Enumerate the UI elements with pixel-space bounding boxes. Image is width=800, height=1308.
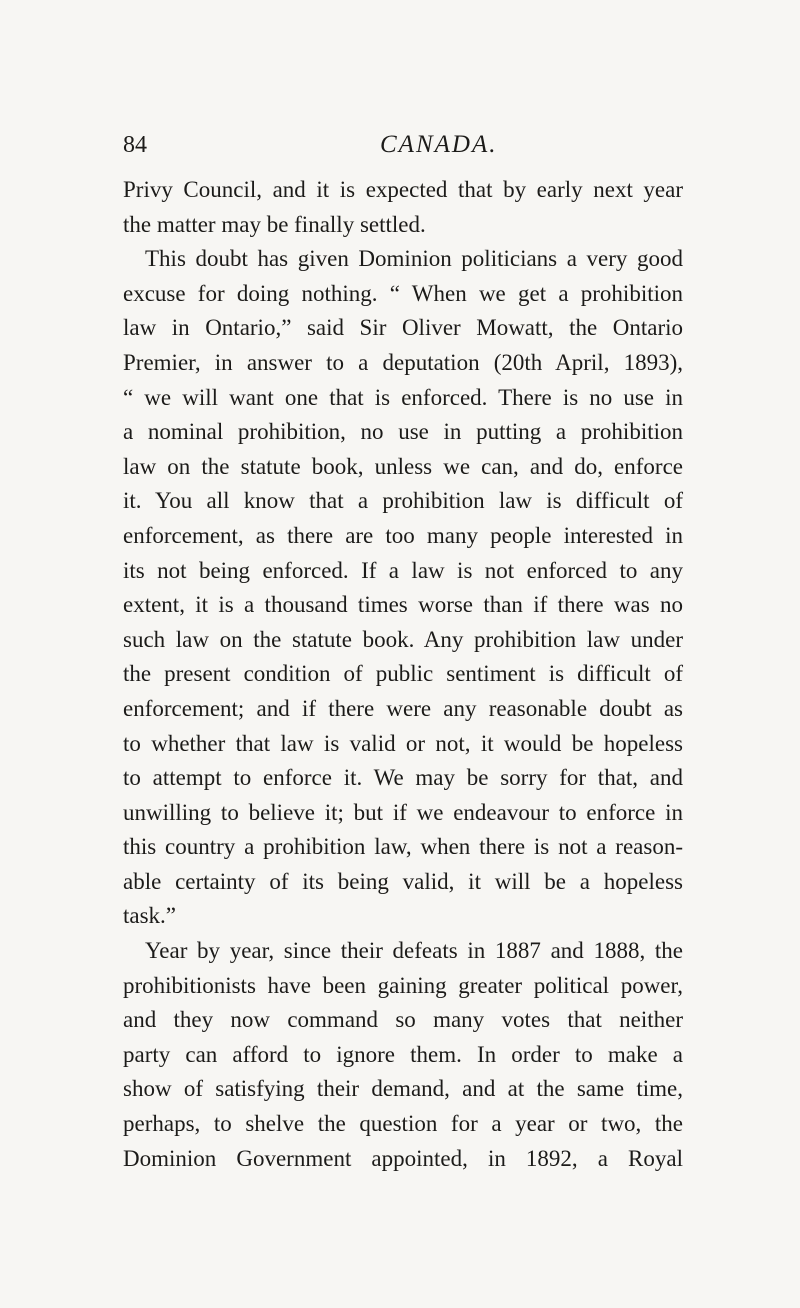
- text-line: to whether that law is valid or not, it would be hopeless: [123, 730, 683, 756]
- text-line: the matter may be finally settled.: [123, 211, 426, 237]
- text-line: “ we will want one that is enforced. There is no use in: [123, 384, 683, 410]
- text-line: and they now command so many votes that neither: [123, 1007, 683, 1033]
- text-line: Dominion Government appointed, in 1892, a Royal: [123, 1145, 683, 1171]
- text-line: unwilling to believe it; but if we endeavour to enforce in: [123, 799, 683, 825]
- text-line: law on the statute book, unless we can, and do, enforce: [123, 453, 683, 479]
- text-line: law in Ontario,” said Sir Oliver Mowatt, the Ontario: [123, 315, 683, 341]
- text-line: a nominal prohibition, no use in putting a prohibition: [123, 419, 683, 445]
- text-line: its not being enforced. If a law is not enforced to any: [123, 557, 683, 583]
- text-line: party can afford to ignore them. In order to make a: [123, 1041, 683, 1067]
- running-head: [123, 130, 683, 160]
- text-line: such law on the statute book. Any prohibition law under: [123, 626, 683, 652]
- text-line: extent, it is a thousand times worse than if there was no: [123, 592, 683, 618]
- text-line: the present condition of public sentiment is difficult of: [123, 661, 683, 687]
- text-line: Year by year, since their defeats in 1887 and 1888, the: [145, 938, 683, 964]
- text-line: This doubt has given Dominion politicians a very good: [145, 246, 683, 272]
- text-line: Privy Council, and it is expected that by early next year: [123, 177, 683, 202]
- text-line: perhaps, to shelve the question for a year or two, the: [123, 1111, 683, 1137]
- text-line: it. You all know that a prohibition law is difficult of: [123, 488, 683, 514]
- text-line: able certainty of its being valid, it will be a hopeless: [123, 868, 683, 894]
- text-line: enforcement; and if there were any reasonable doubt as: [123, 695, 683, 721]
- text-line: enforcement, as there are too many people interested in: [123, 522, 683, 548]
- text-line: this country a prohibition law, when there is not a reason-: [123, 834, 683, 860]
- text-line: excuse for doing nothing. “ When we get a prohibition: [123, 280, 683, 306]
- text-line: prohibitionists have been gaining greater political power,: [123, 972, 683, 998]
- body-text: [123, 173, 683, 1176]
- text-line: Premier, in answer to a deputation (20th April, 1893),: [123, 349, 683, 375]
- page-number: 84: [123, 132, 147, 158]
- text-line: task.”: [123, 903, 177, 929]
- text-line: show of satisfying their demand, and at the same time,: [123, 1076, 683, 1102]
- running-title: CANADA.: [380, 131, 498, 158]
- text-line: to attempt to enforce it. We may be sorry for that, and: [123, 765, 683, 791]
